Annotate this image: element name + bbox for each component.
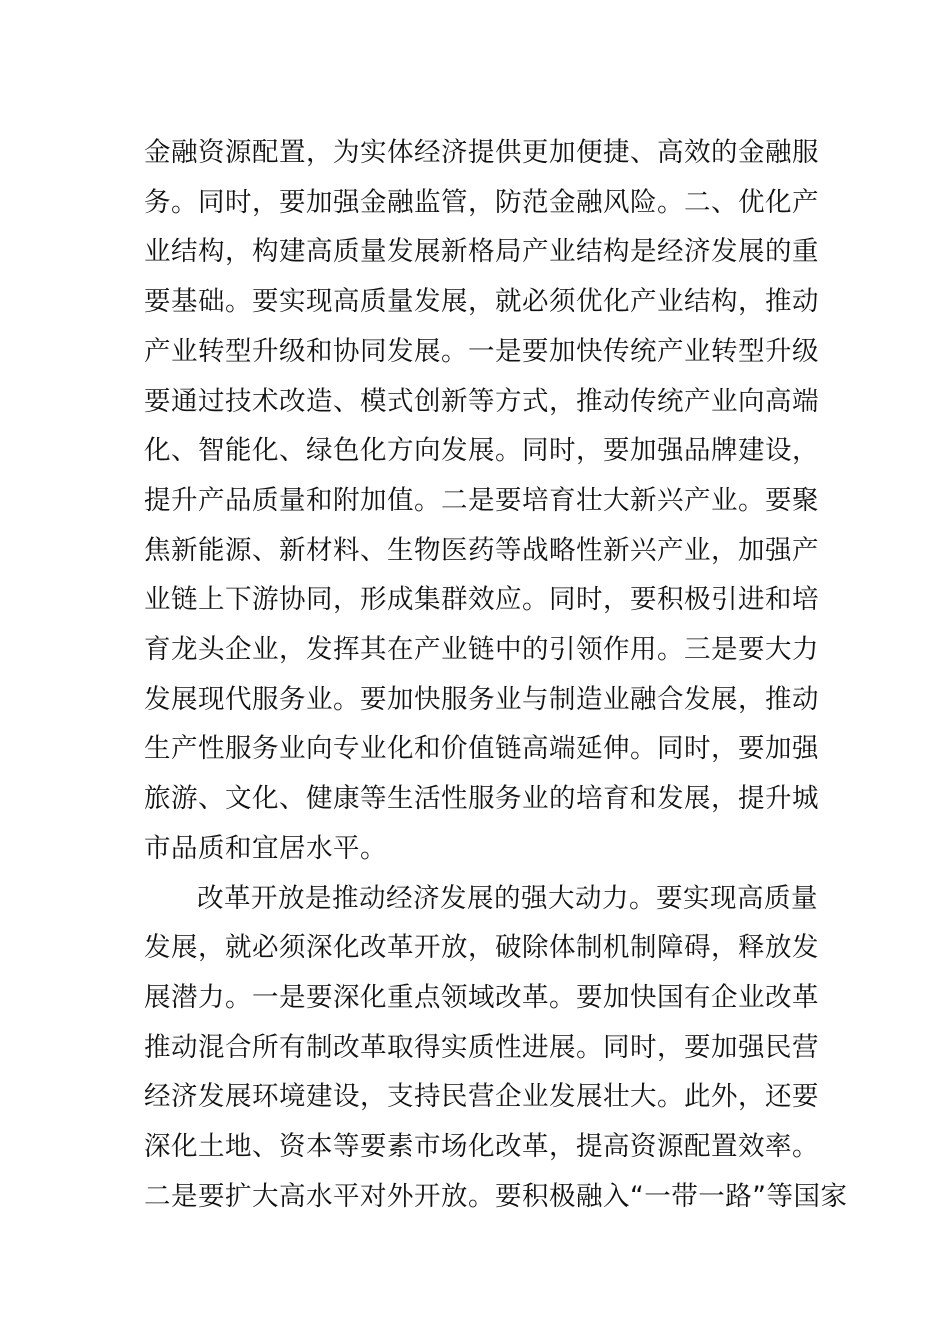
text-line: 生产性服务业向专业化和价值链高端延伸。同时，要加强 <box>144 733 819 765</box>
text-line: 要通过技术改造、模式创新等方式，推动传统产业向高端 <box>144 385 819 417</box>
text-line: 市品质和宜居水平。 <box>144 832 387 864</box>
text-line: 焦新能源、新材料、生物医药等战略性新兴产业，加强产 <box>144 534 819 566</box>
text-line: 金融资源配置，为实体经济提供更加便捷、高效的金融服 <box>144 137 819 168</box>
text-line: 经济发展环境建设，支持民营企业发展壮大。此外，还要 <box>144 1081 819 1113</box>
document-body <box>144 128 848 1221</box>
text-line: 展潜力。一是要深化重点领域改革。要加快国有企业改革 <box>144 981 819 1013</box>
paragraph-first-line: 改革开放是推动经济发展的强大动力。要实现高质量 <box>197 882 818 914</box>
text-line: 二是要扩大高水平对外开放。要积极融入“一带一路”等国家 <box>144 1180 848 1212</box>
text-line: 业结构，构建高质量发展新格局产业结构是经济发展的重 <box>144 236 819 268</box>
text-line: 发展现代服务业。要加快服务业与制造业融合发展，推动 <box>144 683 819 715</box>
text-line: 化、智能化、绿色化方向发展。同时，要加强品牌建设， <box>144 435 819 467</box>
text-line: 提升产品质量和附加值。二是要培育壮大新兴产业。要聚 <box>144 484 819 516</box>
text-line: 育龙头企业，发挥其在产业链中的引领作用。三是要大力 <box>144 634 819 666</box>
text-line: 务。同时，要加强金融监管，防范金融风险。二、优化产 <box>144 186 819 218</box>
text-line: 推动混合所有制改革取得实质性进展。同时，要加强民营 <box>144 1031 819 1063</box>
text-line: 要基础。要实现高质量发展，就必须优化产业结构，推动 <box>144 286 819 318</box>
text-line: 发展，就必须深化改革开放，破除体制机制障碍，释放发 <box>144 932 819 964</box>
text-line: 深化土地、资本等要素市场化改革，提高资源配置效率。 <box>144 1131 819 1163</box>
text-line: 业链上下游协同，形成集群效应。同时，要积极引进和培 <box>144 584 819 616</box>
text-line: 产业转型升级和协同发展。一是要加快传统产业转型升级 <box>144 335 819 367</box>
text-line: 旅游、文化、健康等生活性服务业的培育和发展，提升城 <box>144 783 819 815</box>
